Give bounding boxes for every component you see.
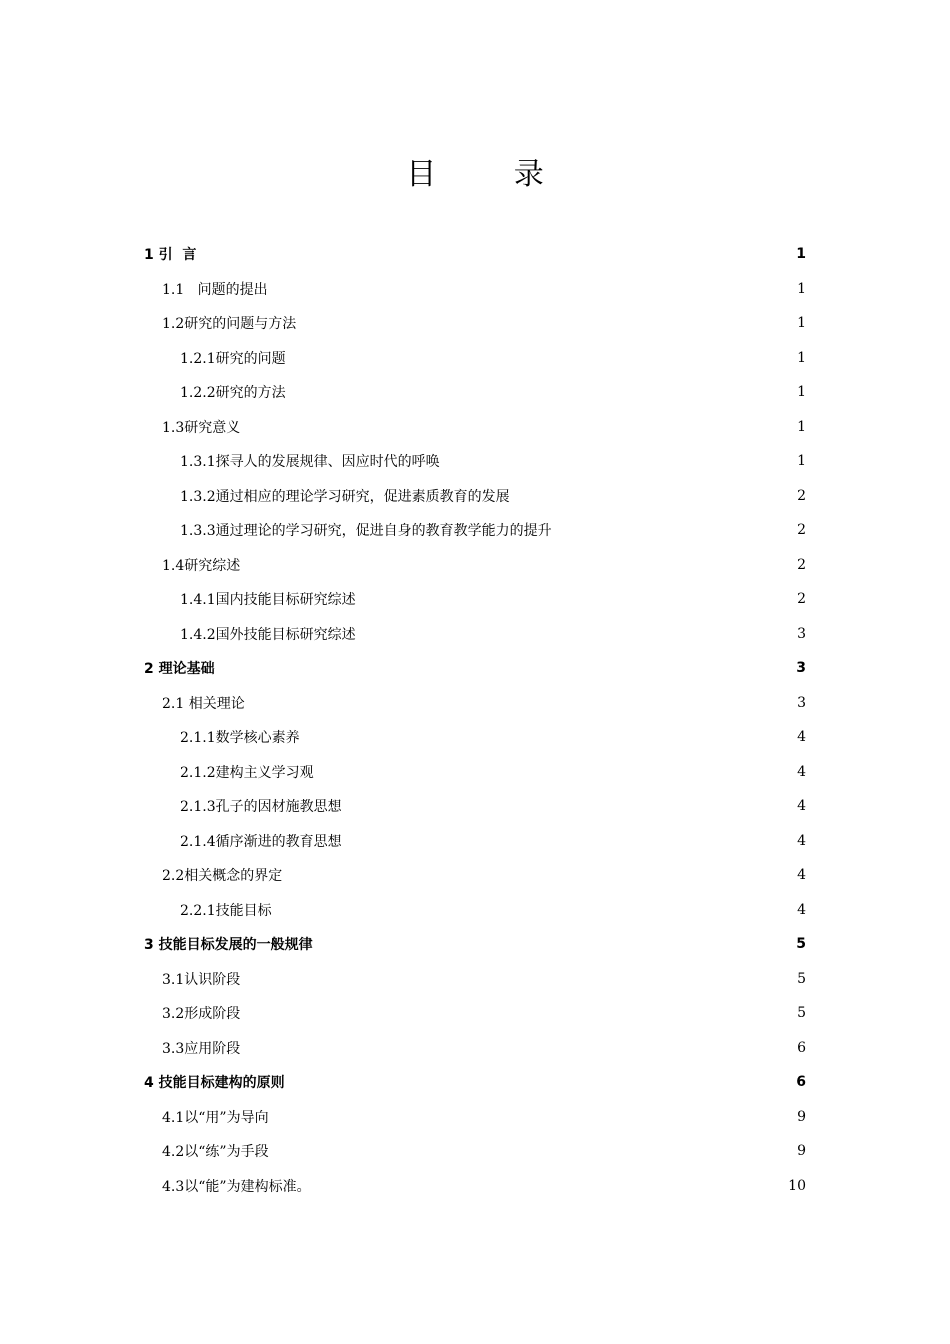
toc-entry[interactable]	[162, 306, 806, 341]
dot-leader	[442, 454, 794, 468]
toc-entry-label: 2.1.1数学核心素养	[180, 730, 300, 747]
toc-entry-label: 1.2.2研究的方法	[180, 385, 286, 402]
dot-leader	[217, 661, 794, 675]
toc-entry[interactable]	[180, 755, 806, 790]
toc-entry-label: 2.2.1技能目标	[180, 902, 272, 919]
toc-entry-page-number: 4	[797, 867, 806, 884]
toc-entry-page-number: 5	[797, 1005, 806, 1022]
toc-entry[interactable]	[180, 444, 806, 479]
toc-entry[interactable]	[162, 1031, 806, 1066]
dot-leader	[512, 489, 794, 503]
dot-leader	[242, 558, 794, 572]
toc-entry-label: 1.3.1探寻人的发展规律、因应时代的呼唤	[180, 454, 440, 471]
toc-entry-label: 1.1 问题的提出	[162, 281, 268, 298]
toc-entry-page-number: 9	[797, 1108, 806, 1125]
toc-entry[interactable]	[144, 651, 806, 686]
toc-entry-page-number: 6	[797, 1039, 806, 1056]
dot-leader	[198, 247, 793, 261]
toc-entry-page-number: 1	[797, 280, 806, 297]
toc-entry-label: 4.2以“练”为手段	[162, 1144, 269, 1161]
toc-entry-page-number: 5	[796, 936, 806, 953]
toc-entry[interactable]	[162, 962, 806, 997]
toc-entry-label: 1.4.1国内技能目标研究综述	[180, 592, 356, 609]
toc-entry-label: 3 技能目标发展的一般规律	[144, 937, 313, 954]
dot-leader	[271, 1144, 794, 1158]
dot-leader	[316, 765, 794, 779]
toc-entry[interactable]	[180, 789, 806, 824]
toc-list	[0, 237, 950, 1203]
toc-title: 目 录	[406, 157, 578, 192]
toc-entry[interactable]	[162, 1100, 806, 1135]
toc-entry[interactable]	[144, 237, 806, 272]
toc-entry-label: 1.3研究意义	[162, 419, 241, 436]
dot-leader	[298, 316, 794, 330]
dot-leader	[554, 523, 794, 537]
toc-entry-label: 1.3.2通过相应的理论学习研究，促进素质教育的发展	[180, 488, 510, 505]
dot-leader	[302, 730, 794, 744]
toc-entry-page-number: 4	[797, 901, 806, 918]
toc-entry[interactable]	[162, 858, 806, 893]
toc-entry-page-number: 10	[788, 1177, 806, 1194]
toc-entry-label: 2 理论基础	[144, 661, 215, 678]
toc-entry[interactable]	[180, 720, 806, 755]
toc-entry-page-number: 9	[797, 1143, 806, 1160]
toc-entry-label: 4.3以“能”为建构标准。	[162, 1178, 311, 1195]
toc-entry[interactable]	[180, 479, 806, 514]
toc-entry-page-number: 4	[797, 763, 806, 780]
toc-entry-page-number: 2	[797, 487, 806, 504]
dot-leader	[247, 696, 794, 710]
dot-leader	[242, 1041, 794, 1055]
toc-entry-label: 1.3.3通过理论的学习研究，促进自身的教育教学能力的提升	[180, 523, 552, 540]
toc-entry-label: 1.2.1研究的问题	[180, 350, 286, 367]
dot-leader	[284, 868, 794, 882]
toc-entry-page-number: 1	[797, 349, 806, 366]
toc-entry[interactable]	[180, 893, 806, 928]
toc-entry-label: 3.2形成阶段	[162, 1006, 241, 1023]
dot-leader	[313, 1179, 786, 1193]
toc-entry-page-number: 2	[797, 556, 806, 573]
toc-entry-page-number: 3	[797, 625, 806, 642]
toc-entry-label: 4.1以“用”为导向	[162, 1109, 269, 1126]
toc-entry-label: 1.2研究的问题与方法	[162, 316, 297, 333]
toc-entry[interactable]	[162, 686, 806, 721]
dot-leader	[358, 592, 794, 606]
toc-entry-page-number: 3	[797, 694, 806, 711]
toc-entry-page-number: 5	[797, 970, 806, 987]
toc-entry-label: 2.1.2建构主义学习观	[180, 764, 314, 781]
dot-leader	[315, 937, 794, 951]
toc-entry-page-number: 1	[797, 418, 806, 435]
dot-leader	[242, 1006, 794, 1020]
toc-entry[interactable]	[162, 996, 806, 1031]
toc-entry-page-number: 4	[797, 798, 806, 815]
dot-leader	[242, 420, 794, 434]
toc-entry-label: 4 技能目标建构的原则	[144, 1075, 285, 1092]
toc-entry-page-number: 2	[797, 591, 806, 608]
toc-entry-label: 2.1.3孔子的因材施教思想	[180, 799, 342, 816]
toc-entry-label: 2.1 相关理论	[162, 695, 245, 712]
toc-entry-page-number: 2	[797, 522, 806, 539]
toc-entry-page-number: 1	[797, 384, 806, 401]
toc-entry[interactable]	[162, 1169, 806, 1204]
dot-leader	[287, 1075, 794, 1089]
toc-entry[interactable]	[144, 1065, 806, 1100]
dot-leader	[271, 1110, 794, 1124]
toc-entry-page-number: 6	[796, 1074, 806, 1091]
dot-leader	[288, 385, 794, 399]
toc-entry[interactable]	[180, 824, 806, 859]
dot-leader	[274, 903, 794, 917]
dot-leader	[242, 972, 794, 986]
dot-leader	[288, 351, 794, 365]
dot-leader	[358, 627, 794, 641]
toc-entry[interactable]	[180, 513, 806, 548]
toc-entry-label: 2.1.4循序渐进的教育思想	[180, 833, 342, 850]
toc-entry-page-number: 4	[797, 832, 806, 849]
toc-entry[interactable]	[162, 272, 806, 307]
toc-entry-label: 3.1认识阶段	[162, 971, 241, 988]
toc-entry-page-number: 3	[796, 660, 806, 677]
toc-entry-label: 1.4.2国外技能目标研究综述	[180, 626, 356, 643]
toc-entry-label: 1 引 言	[144, 247, 197, 264]
dot-leader	[344, 799, 794, 813]
toc-entry[interactable]	[144, 927, 806, 962]
toc-entry[interactable]	[162, 1134, 806, 1169]
toc-entry-page-number: 1	[797, 315, 806, 332]
toc-entry[interactable]	[180, 375, 806, 410]
toc-entry-label: 3.3应用阶段	[162, 1040, 241, 1057]
toc-entry[interactable]	[180, 341, 806, 376]
toc-entry-label: 1.4研究综述	[162, 557, 241, 574]
dot-leader	[270, 282, 794, 296]
toc-entry[interactable]	[162, 410, 806, 445]
toc-entry-page-number: 4	[797, 729, 806, 746]
toc-entry-page-number: 1	[796, 246, 806, 263]
toc-entry[interactable]	[180, 582, 806, 617]
dot-leader	[344, 834, 794, 848]
toc-entry-page-number: 1	[797, 453, 806, 470]
toc-entry-label: 2.2相关概念的界定	[162, 868, 283, 885]
toc-entry[interactable]	[162, 548, 806, 583]
toc-entry[interactable]	[180, 617, 806, 652]
